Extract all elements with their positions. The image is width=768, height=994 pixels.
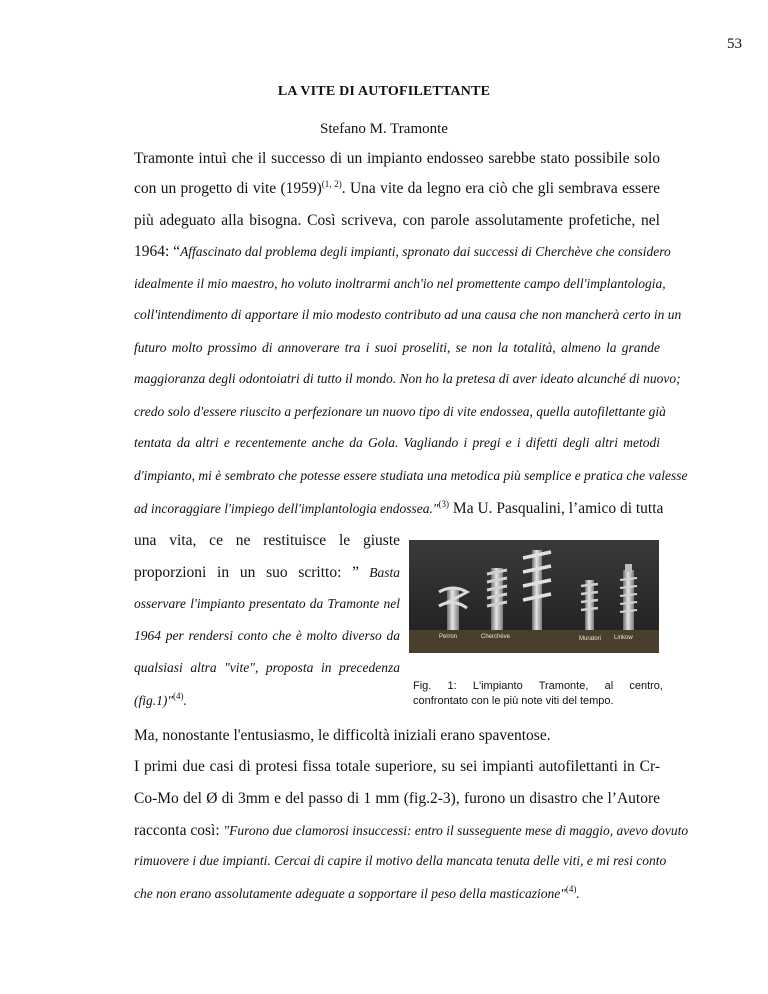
body-line-20: I primi due casi di protesi fissa totale superiore, su sei impianti autofilettanti in Cr-: [134, 758, 660, 775]
quote-line-9: credo solo d'essere riuscito a perfezionare un nuovo tipo di vite endossea, quella autofilettante già: [134, 404, 666, 419]
body-line-4: 1964: “Affascinato dal problema degli impianti, spronato dai successi di Cherchève che considero: [134, 243, 671, 260]
quote-line-16: 1964 per rendersi conto che è molto diverso da: [134, 628, 400, 643]
quote-line-7: futuro molto prossimo di annoverare tra i suoi proseliti, se non la totalità, almeno la grande: [134, 340, 660, 355]
quote-line-15: osservare l'impianto presentato da Tramonte nel: [134, 596, 400, 611]
body-line-22: racconta così: "Furono due clamorosi insuccessi: entro il susseguente mese di maggio, avevo dovuto: [134, 822, 689, 839]
quote-line-6: coll'intendimento di apportare il mio modesto contributo ad una causa che non mancherà certo in un: [134, 307, 682, 322]
body-line-19: Ma, nonostante l'entusiasmo, le difficoltà iniziali erano spaventose.: [134, 727, 551, 744]
label-chercheve: Cherchève: [481, 634, 511, 640]
body-line-1: Tramonte intuì che il successo di un impianto endosseo sarebbe stato possibile solo: [134, 150, 660, 167]
quote-line-5: idealmente il mio maestro, ho voluto inoltrarmi anch'io nel promettente campo dell'implantologia,: [134, 276, 666, 291]
quote-line-17: qualsiasi altra "vite", proposta in precedenza: [134, 660, 400, 675]
implant-screws-illustration: [409, 540, 659, 653]
figure-caption: [413, 679, 663, 709]
body-line-14: proporzioni in un suo scritto: ” Basta: [134, 564, 400, 581]
body-line-12: ad incoraggiare l'impiego dell'implantologia endossea."$^{(3)}$ Ma U. Pasqualini, l’amico di tutta: [134, 499, 664, 517]
page-number: 53: [727, 36, 742, 52]
quote-line-11: d'impianto, mi è sembrato che potesse essere studiata una metodica più semplice e pratica che valesse: [134, 468, 688, 483]
quote-line-8: maggioranza degli odontoiatri di tutto il mondo. Non ho la pretesa di aver ideato alcunché di nuovo;: [134, 371, 681, 386]
label-muratori: Muratori: [579, 636, 602, 642]
label-perron: Perron: [439, 634, 458, 640]
quote-line-10: tentata da altri e recentemente anche da Gola. Vagliando i pregi e i difetti degli altri metodi: [134, 435, 660, 450]
caption-line-1: Fig. 1: L'impianto Tramonte, al centro,: [413, 680, 663, 692]
body-line-13: una vita, ce ne restituisce le giuste: [134, 532, 400, 549]
label-linkow: Linkow: [614, 635, 633, 641]
body-line-3: più adeguato alla bisogna. Così scriveva, con parole assolutamente profetiche, nel: [134, 212, 660, 229]
quote-line-18: (fig.1)"$^{(4)}$.: [134, 691, 187, 708]
body-line-21: Co-Mo del Ø di 3mm e del passo di 1 mm (fig.2-3), furono un disastro che l’Autore: [134, 790, 660, 807]
figure-implant-photo: [409, 540, 659, 653]
caption-line-2: confrontato con le più note viti del tempo.: [413, 695, 614, 707]
body-line-2: con un progetto di vite $(1959)^{(1, 2)}$. Una vite da legno era ciò che gli sembrava essere: [134, 179, 661, 197]
quote-line-24: che non erano assolutamente adeguate a sopportare il peso della masticazione"$^{(4)}$.: [134, 884, 580, 901]
author-name: Stefano M. Tramonte: [320, 121, 448, 137]
quote-line-23: rimuovere i due impianti. Cercai di capire il motivo della mancata tenuta delle viti, e mi resi conto: [134, 853, 667, 868]
article-title: LA VITE DI AUTOFILETTANTE: [277, 84, 491, 99]
